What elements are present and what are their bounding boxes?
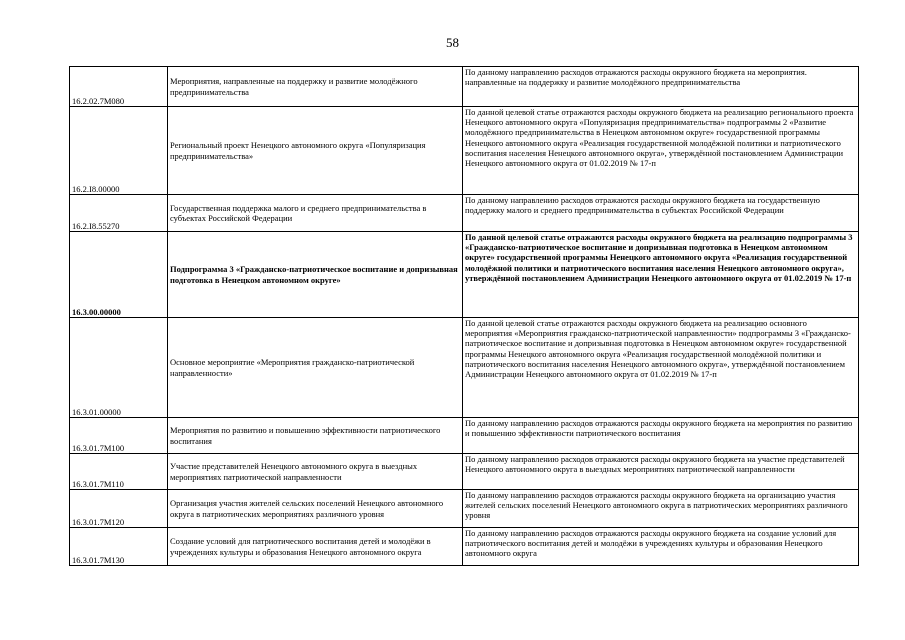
row-description: По данному направлению расходов отражаются расходы окружного бюджета на государственную поддержку малого и среднего предпринимательства в субъектах Российской Федерации [463, 195, 859, 232]
row-code: 16.3.01.00000 [70, 318, 168, 418]
row-description: По данному направлению расходов отражаются расходы окружного бюджета на мероприятия по развитию и повышению эффективности патриотического воспитания [463, 418, 859, 454]
row-name: Организация участия жителей сельских поселений Ненецкого автономного округа в патриотических мероприятиях различного уровня [168, 490, 463, 528]
page-number: 58 [446, 35, 459, 50]
row-code: 16.3.01.7М100 [70, 418, 168, 454]
row-name: Подпрограмма 3 «Гражданско-патриотическое воспитание и допризывная подготовка в Ненецком автономном округе» [168, 232, 463, 318]
table-row [70, 232, 859, 318]
table-row [70, 318, 859, 418]
table-row [70, 107, 859, 195]
row-code: 16.2.I8.00000 [70, 107, 168, 195]
row-name: Создание условий для патриотического воспитания детей и молодёжи в учреждениях культуры и образования Ненецкого автономного округа [168, 528, 463, 566]
row-name: Региональный проект Ненецкого автономного округа «Популяризация предпринимательства» [168, 107, 463, 195]
table-row [70, 528, 859, 566]
row-code: 16.2.I8.55270 [70, 195, 168, 232]
table-row [70, 67, 859, 107]
row-code: 16.2.02.7М080 [70, 67, 168, 107]
row-description: По данному направлению расходов отражаются расходы окружного бюджета на мероприятия. направленные на поддержку и развитие молодёжного предпринимательства [463, 67, 859, 107]
row-description: По данному направлению расходов отражаются расходы окружного бюджета на создание условий для патриотического воспитания детей и молодёжи в учреждениях культуры и образования Ненецкого автономного округа [463, 528, 859, 566]
budget-classification-table [69, 66, 859, 566]
row-code: 16.3.01.7М120 [70, 490, 168, 528]
table-row [70, 454, 859, 490]
row-description: По данной целевой статье отражаются расходы окружного бюджета на реализацию подпрограммы 3 «Гражданско-патриотическое воспитание и допризывная подготовка в Ненецком автономном округе» государственной программы Ненецкого автономного округа «Реализация государственной молодёжной политики и патриотического воспитания населения Ненецкого автономного округа», утверждённой постановлением Администрации Ненецкого автономного округа от 01.02.2019 № 17-п [463, 232, 859, 318]
row-code: 16.3.00.00000 [70, 232, 168, 318]
row-name: Мероприятия, направленные на поддержку и развитие молодёжного предпринимательства [168, 67, 463, 107]
row-name: Мероприятия по развитию и повышению эффективности патриотического воспитания [168, 418, 463, 454]
row-code: 16.3.01.7М110 [70, 454, 168, 490]
row-name: Основное мероприятие «Мероприятия гражданско-патриотической направленности» [168, 318, 463, 418]
table-row [70, 418, 859, 454]
row-description: По данной целевой статье отражаются расходы окружного бюджета на реализацию регионального проекта Ненецкого автономного округа «Популяризация предпринимательства» подпрограммы 2 «Развитие молодёжного предпринимательства в Ненецком автономном округе» государственной программы Ненецкого автономного округа «Реализация государственной молодёжной политики и патриотического воспитания населения Ненецкого автономного округа», утверждённой постановлением Администрации Ненецкого автономного округа от 01.02.2019 № 17-п [463, 107, 859, 195]
row-name: Государственная поддержка малого и среднего предпринимательства в субъектах Российской Федерации [168, 195, 463, 232]
row-description: По данному направлению расходов отражаются расходы окружного бюджета на участие представителей Ненецкого автономного округа в выездных мероприятиях патриотической направленности [463, 454, 859, 490]
table-row [70, 490, 859, 528]
row-description: По данному направлению расходов отражаются расходы окружного бюджета на организацию участия жителей сельских поселений Ненецкого автономного округа в патриотических мероприятиях различного уровня [463, 490, 859, 528]
row-name: Участие представителей Ненецкого автономного округа в выездных мероприятиях патриотической направленности [168, 454, 463, 490]
row-code: 16.3.01.7М130 [70, 528, 168, 566]
row-description: По данной целевой статье отражаются расходы окружного бюджета на реализацию основного мероприятия «Мероприятия гражданско-патриотической направленности» подпрограммы 3 «Гражданско-патриотическое воспитание и допризывная подготовка в Ненецком автономном округе» государственной программы Ненецкого автономного округа «Реализация государственной молодёжной политики и патриотического воспитания населения Ненецкого автономного округа», утверждённой постановлением Администрации Ненецкого автономного округа от 01.02.2019 № 17-п [463, 318, 859, 418]
table-row [70, 195, 859, 232]
